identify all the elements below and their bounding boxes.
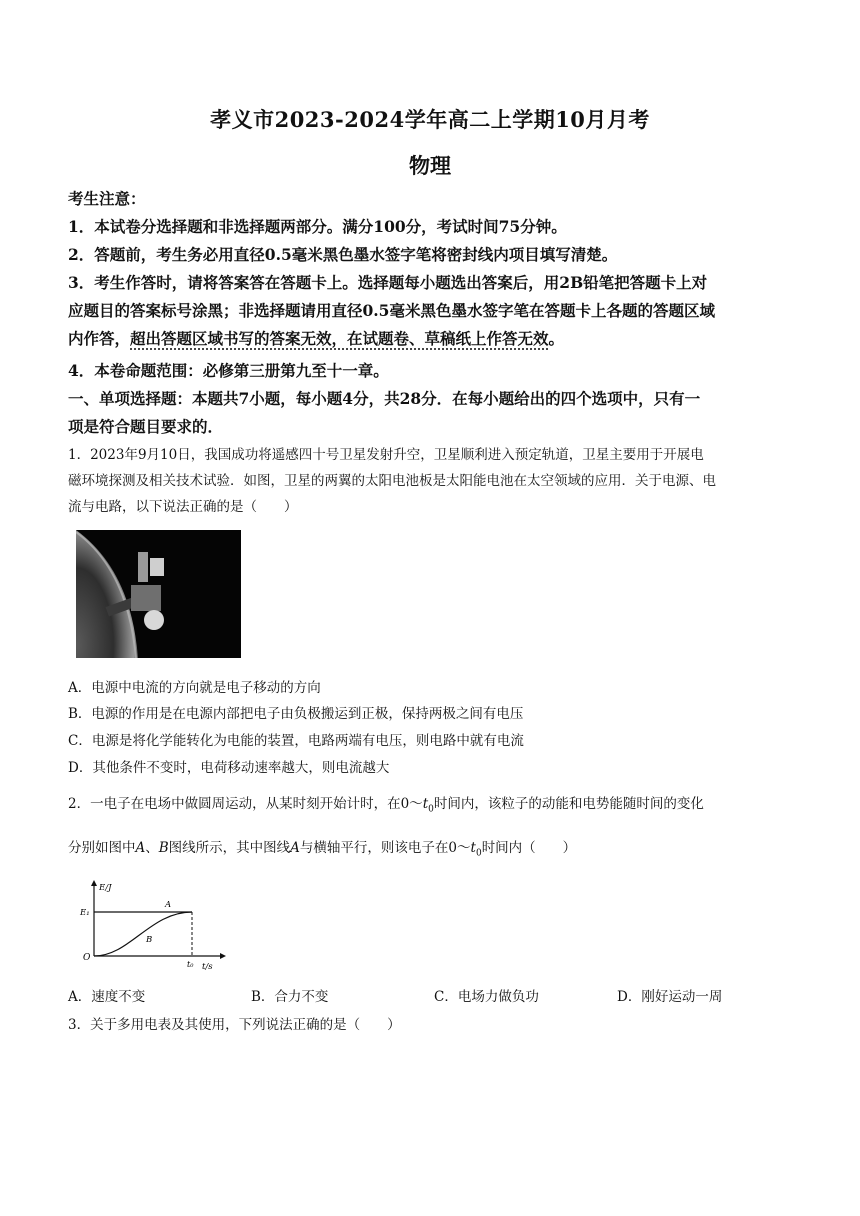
q2-option-c: C．电场力做负功	[434, 989, 539, 1005]
q2-option-a: A．速度不变	[68, 989, 146, 1005]
q1-line-2: 磁环境探测及相关技术试验．如图，卫星的两翼的太阳电池板是太阳能电池在太空领域的应用．关于电源、电	[68, 473, 716, 489]
notice-heading: 考生注意：	[68, 189, 146, 208]
q3-line-1: 3．关于多用电表及其使用，下列说法正确的是（ ）	[68, 1017, 401, 1033]
t0-label: t₀	[187, 960, 194, 969]
origin-label: O	[83, 953, 91, 963]
notice-item-3-line-3a: 内作答，	[68, 329, 131, 348]
satellite-photo	[76, 530, 241, 658]
x-axis-arrow	[220, 953, 226, 959]
notice-item-3-line-1: 3．考生作答时，请将答案答在答题卡上。选择题每小题选出答案后，用2B铅笔把答题卡上对	[68, 273, 708, 292]
q1-line-1: 1．2023年9月10日，我国成功将遥感四十号卫星发射升空，卫星顺利进入预定轨道，卫星主要用于开展电	[68, 447, 704, 463]
q2-option-d: D．刚好运动一周	[617, 989, 723, 1005]
subject-title: 物理	[409, 153, 451, 178]
q1-option-c: C．电源是将化学能转化为电能的装置，电路两端有电压，则电路中就有电流	[68, 733, 524, 749]
curve-a-label: A	[165, 900, 172, 910]
q1-option-b: B．电源的作用是在电源内部把电子由负极搬运到正极，保持两极之间有电压	[68, 706, 524, 722]
notice-item-4: 4．本卷命题范围：必修第三册第九至十一章。	[68, 361, 389, 380]
section-heading-line-2: 项是符合题目要求的．	[68, 417, 224, 436]
q1-line-3: 流与电路，以下说法正确的是（ ）	[68, 499, 298, 515]
notice-item-3-line-3c: 。	[548, 329, 565, 348]
page-title: 孝义市2023-2024学年高二上学期10月月考	[210, 107, 650, 132]
curve-b-label: B	[146, 935, 153, 945]
curve-b	[94, 912, 192, 956]
y-axis-label: E/J	[99, 883, 112, 893]
y-axis-arrow	[91, 880, 97, 886]
q2-line-2: 分别如图中A、B图线所示，其中图线A与横轴平行，则该电子在$0\sim t_0$时间内（ ）	[68, 840, 577, 859]
q1-option-a: A．电源中电流的方向就是电子移动的方向	[68, 680, 321, 696]
e1-label: E₁	[80, 908, 90, 918]
notice-item-3-line-2: 应题目的答案标号涂黑；非选择题请用直径0.5毫米黑色墨水签字笔在答题卡上各题的答题区域	[68, 301, 715, 320]
q2-line-1: 2．一电子在电场中做圆周运动，从某时刻开始计时，在$0\sim t_0$时间内，该粒子的动能和电势能随时间的变化	[68, 796, 704, 815]
x-axis-label: t/s	[202, 962, 213, 972]
q2-option-b: B．合力不变	[251, 989, 329, 1005]
notice-item-1: 1．本试卷分选择题和非选择题两部分。满分100分，考试时间75分钟。	[68, 217, 567, 236]
q1-option-d: D．其他条件不变时，电荷移动速率越大，则电流越大	[68, 760, 390, 776]
notice-item-2: 2．答题前，考生务必用直径0.5毫米黑色墨水签字笔将密封线内项目填写清楚。	[68, 245, 618, 264]
notice-item-3-line-3	[68, 327, 564, 349]
notice-emphasis: 超出答题区域书写的答案无效，在试题卷、草稿纸上作答无效	[130, 329, 549, 348]
section-heading-line-1: 一、单项选择题：本题共7小题，每小题4分，共28分．在每小题给出的四个选项中，只有一	[68, 389, 701, 408]
energy-time-graph	[70, 876, 230, 972]
